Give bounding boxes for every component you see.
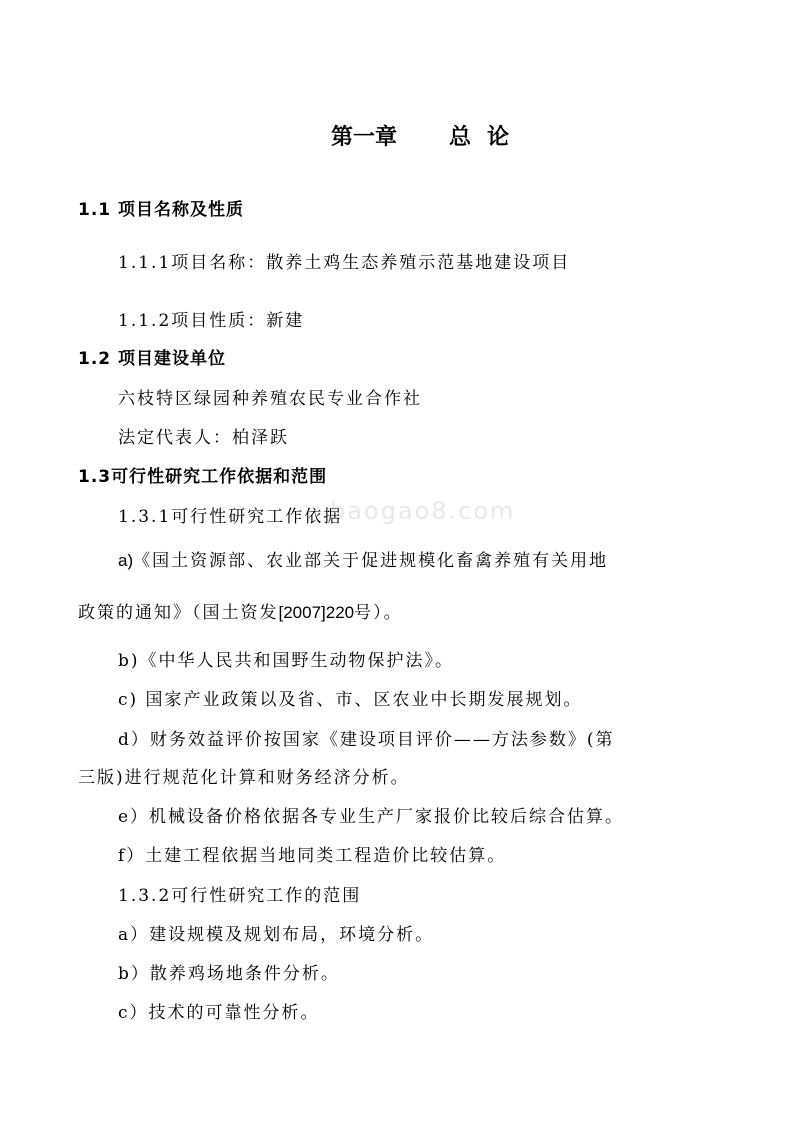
subsection-1-3-2: 1.3.2可行性研究工作的范围	[118, 886, 362, 906]
unit-name: 六枝特区绿园种养殖农民专业合作社	[118, 389, 422, 409]
basis-f: f）土建工程依据当地同类工程造价比较估算。	[118, 846, 507, 866]
chapter-title-number: 第一章	[330, 125, 397, 150]
scope-b: b）散养鸡场地条件分析。	[118, 964, 340, 984]
basis-c: c) 国家产业政策以及省、市、区农业中长期发展规划。	[118, 690, 583, 710]
basis-a-line-2	[78, 602, 403, 624]
section-heading-1-1: 1.1 项目名称及性质	[78, 200, 245, 220]
basis-e: e）机械设备价格依据各专业生产厂家报价比较后综合估算。	[118, 807, 625, 827]
subsection-1-3-1: 1.3.1可行性研究工作依据	[118, 507, 343, 527]
basis-a-prefix: a)	[118, 551, 134, 570]
basis-a-line-2-pre: 政策的通知》（国土资发	[78, 603, 279, 623]
subsection-1-1-2: 1.1.2项目性质：新建	[118, 311, 305, 331]
chapter-title-word-1: 总	[448, 125, 471, 150]
legal-representative: 法定代表人：柏泽跃	[118, 428, 289, 448]
basis-a-text: 《国土资源部、农业部关于促进规模化畜禽养殖有关用地	[133, 551, 609, 571]
watermark: baogao8.com	[330, 497, 516, 525]
section-heading-1-2: 1.2 项目建设单位	[78, 349, 227, 369]
basis-a-doc-number: [2007]220	[278, 603, 355, 622]
basis-d-line-1: d）财务效益评价按国家《建设项目评价——方法参数》(第	[118, 730, 615, 750]
subsection-1-1-1: 1.1.1项目名称：散养土鸡生态养殖示范基地建设项目	[118, 253, 571, 273]
basis-a-line-1	[118, 550, 608, 572]
scope-a: a）建设规模及规划布局，环境分析。	[118, 925, 435, 945]
section-heading-1-3: 1.3可行性研究工作依据和范围	[78, 467, 328, 487]
basis-a-line-2-post: 号）。	[354, 603, 403, 623]
basis-d-line-2: 三版)进行规范化计算和财务经济分析。	[78, 768, 410, 788]
basis-b: b)《中华人民共和国野生动物保护法》。	[118, 651, 455, 671]
chapter-title	[0, 124, 800, 152]
scope-c: c）技术的可靠性分析。	[118, 1003, 320, 1023]
chapter-title-word-2: 论	[487, 125, 510, 150]
